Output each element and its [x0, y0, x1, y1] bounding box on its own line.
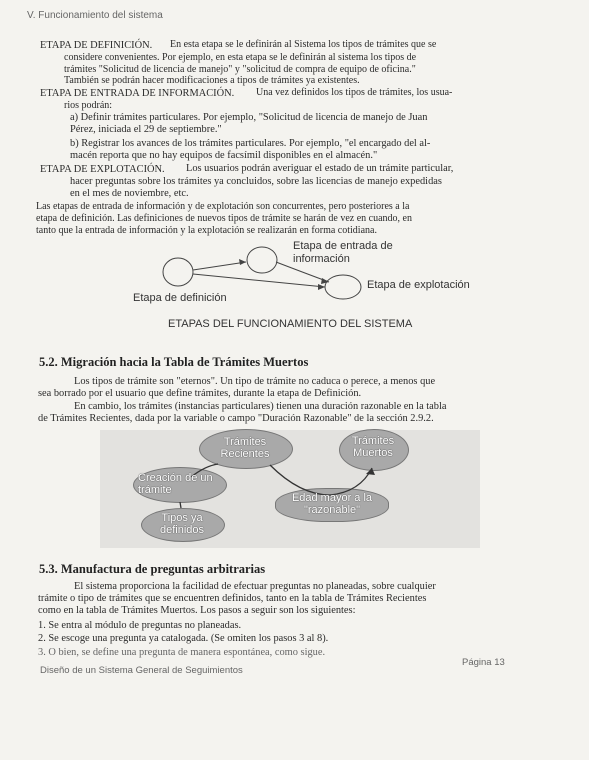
def-line: considere convenientes. Por ejemplo, en esta etapa se le definirán al sistema los tipos de: [64, 52, 417, 63]
def-line: trámites "Solicitud de licencia de manejo" y "solicitud de compra de equipo de oficina.": [64, 64, 416, 75]
exp-line: en el mes de noviembre, etc.: [70, 188, 189, 199]
info-line: a) Definir trámites particulares. Por ejemplo, "Solicitud de licencia de manejo de Juan: [70, 112, 428, 123]
exp-label: ETAPA DE EXPLOTACIÓN.: [40, 164, 165, 175]
label-info-2: información: [293, 253, 350, 265]
s52-line: de Trámites Recientes, dada por la variable o campo "Duración Razonable" de la sección 2.9.2.: [38, 413, 434, 424]
info-line: Pérez, iniciada el 29 de septiembre.": [70, 124, 222, 135]
exp-line: Los usuarios podrán averiguar el estado de un trámite particular,: [186, 163, 454, 174]
s52-line: sea borrado por el usuario que define trámites, durante la etapa de Definición.: [38, 388, 362, 399]
running-header: V. Funcionamiento del sistema: [27, 10, 163, 21]
section-5-3-title: 5.3. Manufactura de preguntas arbitrarias: [39, 562, 266, 576]
s53-line: como en la tabla de Trámites Muertos. Los pasos a seguir son los siguientes:: [38, 605, 356, 616]
def-label: ETAPA DE DEFINICIÓN.: [40, 40, 153, 51]
footer-title: Diseño de un Sistema General de Seguimientos: [40, 665, 243, 676]
info-label: ETAPA DE ENTRADA DE INFORMACIÓN.: [40, 88, 235, 99]
muertos-label: Trámites Muertos: [351, 435, 395, 459]
info-line: Una vez definidos los tipos de trámites, los usua-: [256, 87, 453, 98]
s52-line: En cambio, los trámites (instancias particulares) tienen una duración razonable en la tabla: [74, 401, 447, 412]
s53-line: trámite o tipo de trámites que se encuentren definidos, tanto en la tabla de Trámites Recientes: [38, 593, 427, 604]
edad-label: Edad mayor a la "razonable": [291, 492, 373, 516]
recientes-label: Trámites Recientes: [220, 436, 270, 460]
section-5-2-title: 5.2. Migración hacia la Tabla de Trámites Muertos: [39, 355, 309, 369]
arrow-recientes-muertos: [270, 465, 372, 495]
s52-line: Los tipos de trámite son "eternos". Un tipo de trámite no caduca o perece, a menos que: [74, 376, 436, 387]
s53-line: El sistema proporciona la facilidad de efectuar preguntas no planeadas, sobre cualquier: [74, 581, 436, 592]
step-item: 3. O bien, se define una pregunta de manera espontánea, como sigue.: [38, 647, 326, 658]
info-line: b) Registrar los avances de los trámites particulares. Por ejemplo, "el encargado del al-: [70, 138, 431, 149]
para-line: Las etapas de entrada de información y de explotación son concurrentes, pero posteriores a la: [36, 201, 410, 212]
diagram-caption: ETAPAS DEL FUNCIONAMIENTO DEL SISTEMA: [168, 318, 413, 330]
step-item: 2. Se escoge una pregunta ya catalogada. (Se omiten los pasos 3 al 8).: [38, 633, 329, 644]
tipos-label: Tipos ya definidos: [159, 512, 205, 536]
label-def: Etapa de definición: [133, 292, 227, 304]
label-exp: Etapa de explotación: [367, 279, 470, 291]
def-line: También se podrán hacer modificaciones a tipos de trámites ya existentes.: [64, 75, 360, 86]
creacion-label: Creación de un trámite: [138, 472, 213, 496]
para-line: etapa de definición. Las definiciones de nuevos tipos de trámite se harán de vez en cuando, en: [36, 213, 412, 224]
arrow-tipos-creacion: [180, 502, 181, 508]
step-item: 1. Se entra al módulo de preguntas no planeadas.: [38, 620, 242, 631]
info-line: rios podrán:: [64, 100, 113, 111]
page-number: Página 13: [462, 657, 505, 668]
para-line: tanto que la entrada de información y la explotación se realizarán en forma cotidiana.: [36, 225, 377, 236]
def-line: En esta etapa se le definirán al Sistema los tipos de trámites que se: [170, 39, 437, 50]
info-line: macén reporta que no hay equipos de facsímil disponibles en el almacén.": [70, 150, 378, 161]
exp-line: hacer preguntas sobre los trámites ya concluidos, sobre las licencias de manejo expedidas: [70, 176, 442, 187]
label-info-1: Etapa de entrada de: [293, 240, 393, 252]
